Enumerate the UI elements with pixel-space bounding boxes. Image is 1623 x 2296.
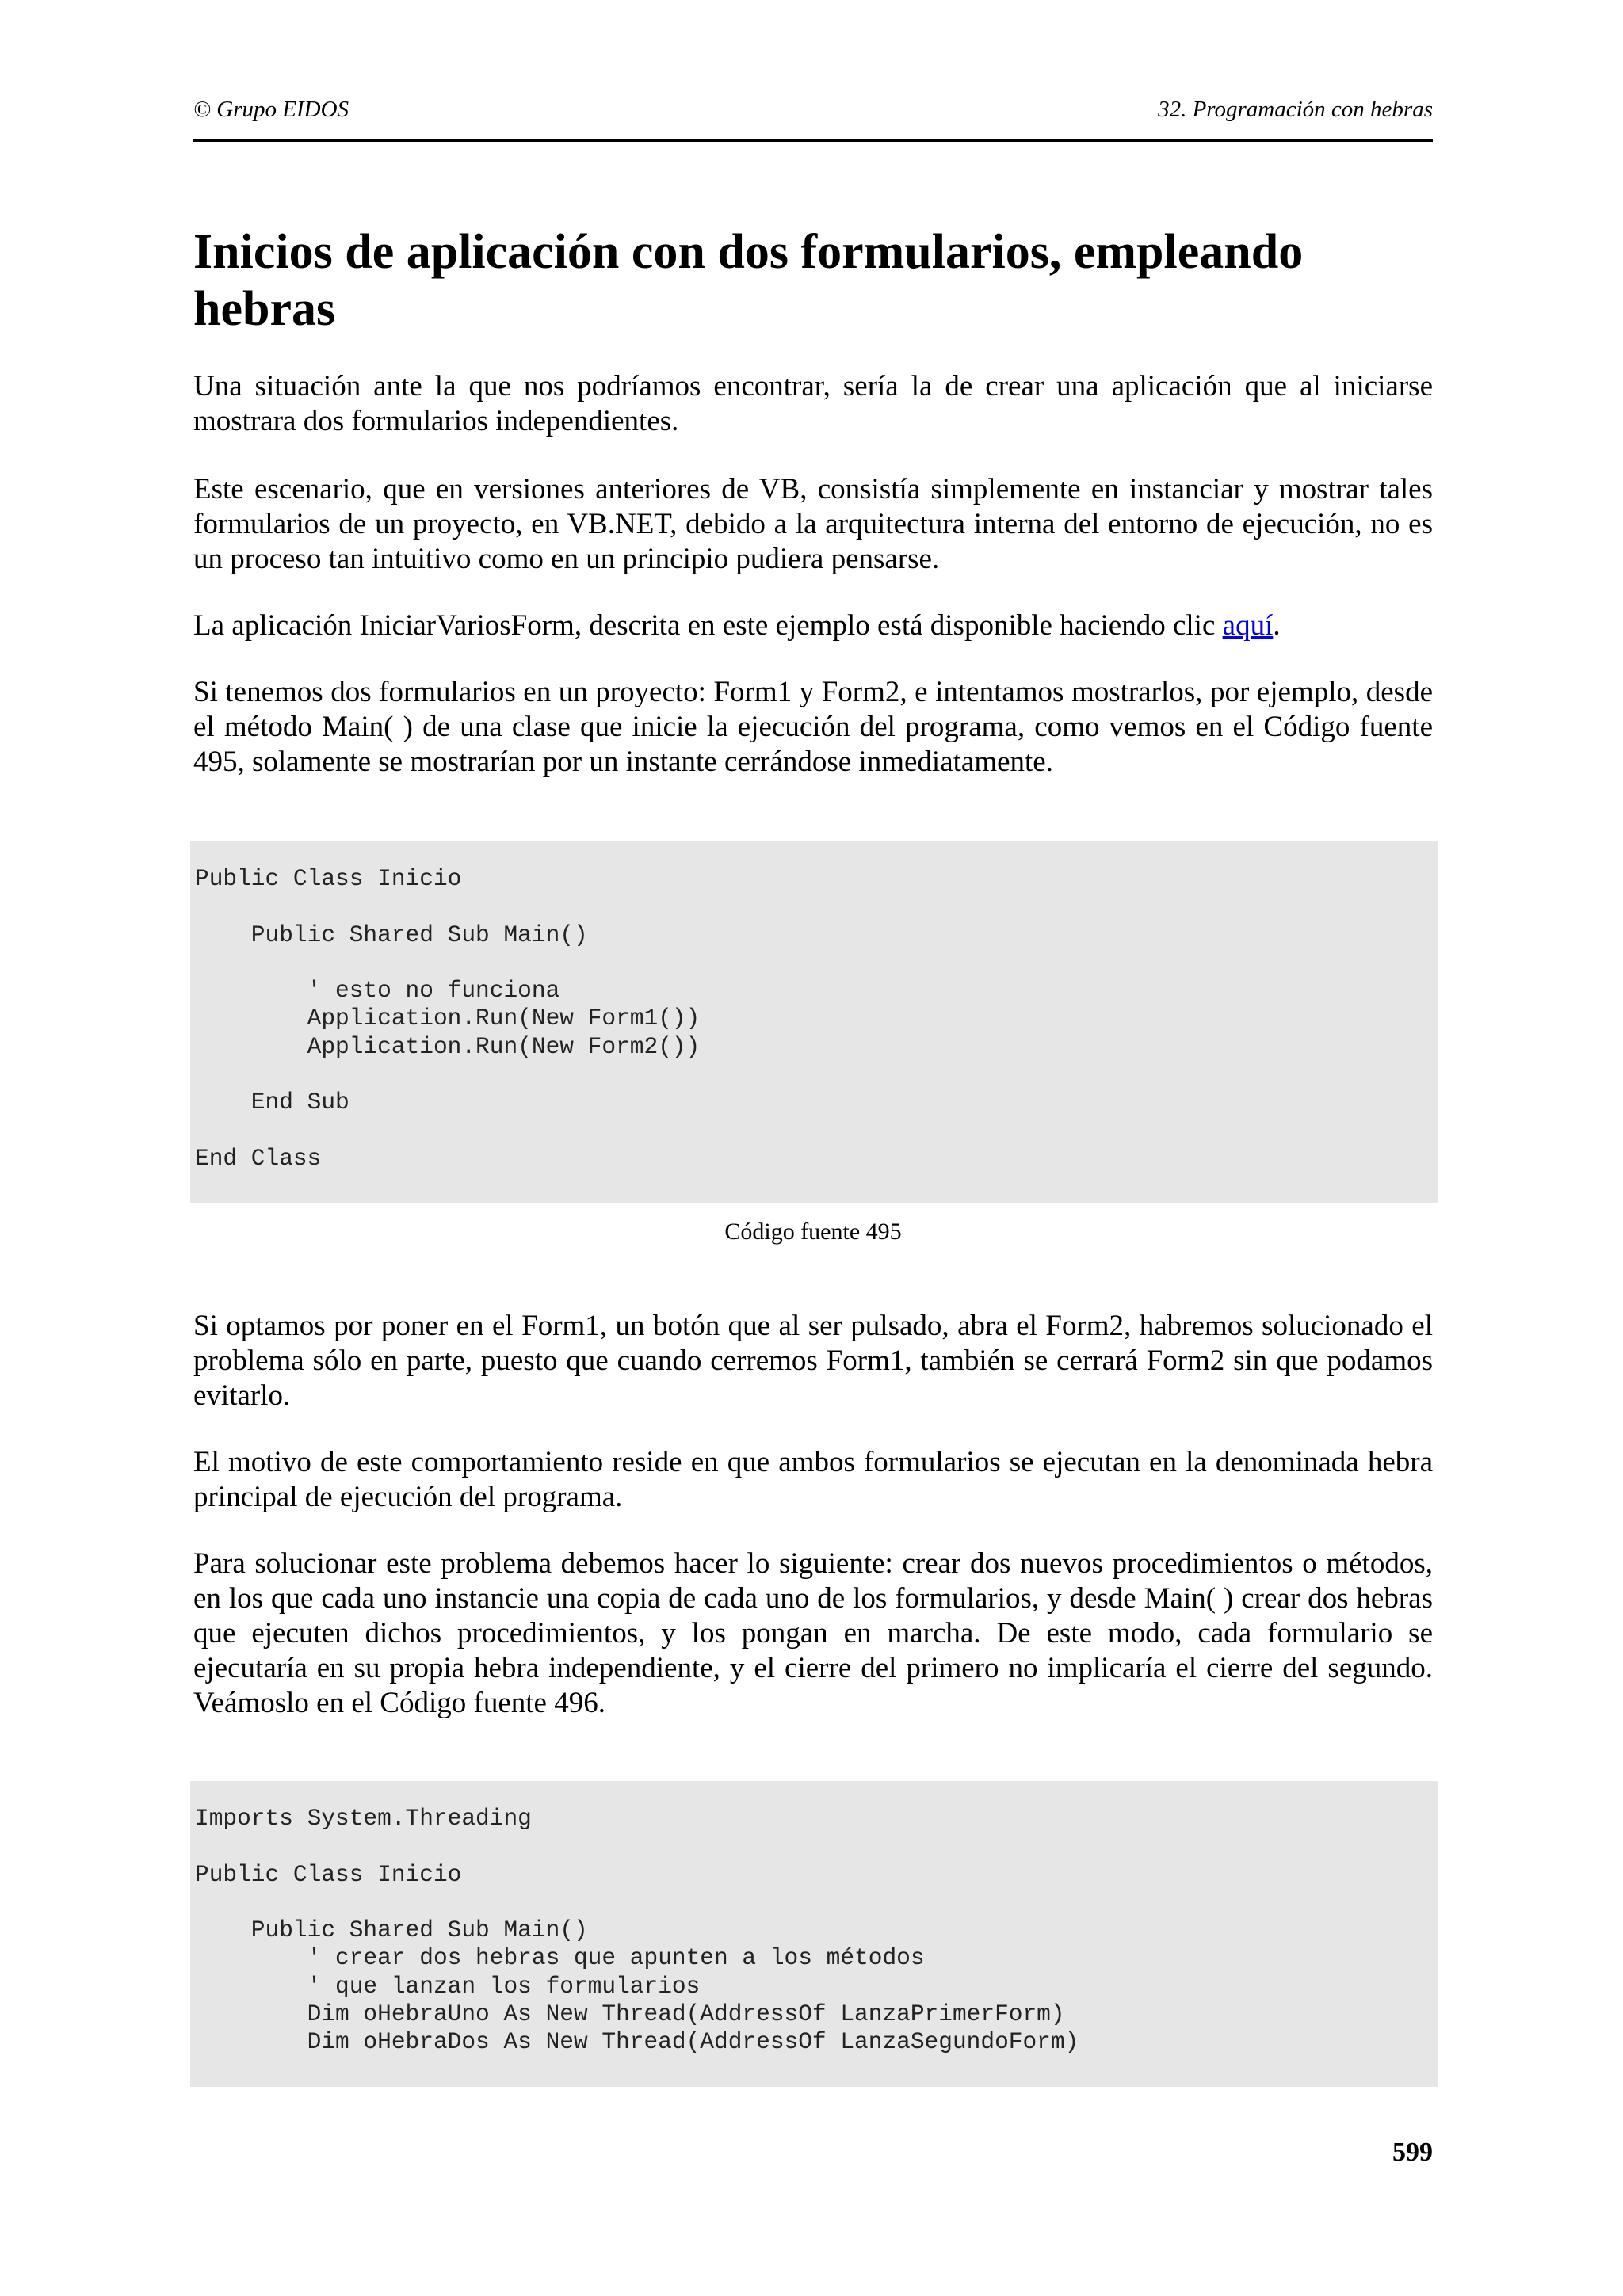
code-block-496 [190, 1781, 1438, 2087]
code-caption: Código fuente 495 [724, 1219, 902, 1245]
paragraph-2: Este escenario, que en versiones anteriores de VB, consistía simplemente en instanciar y mostrar tales formularios de un proyecto, en VB.NET, debido a la arquitectura interna del entorno de ejecución, no es un proceso tan intuitivo como en un principio pudiera pensarse. [193, 473, 1433, 575]
paragraph-5: Si optamos por poner en el Form1, un botón que al ser pulsado, abra el Form2, habremos solucionado el problema sólo en parte, puesto que cuando cerremos Form1, también se cerrará Form2 sin que podamos evitarlo. [193, 1310, 1433, 1412]
code-line: Application.Run(New Form2()) [195, 1032, 701, 1060]
download-link[interactable]: aquí [1222, 609, 1274, 642]
code-block-495 [190, 841, 1438, 1203]
code-line [195, 893, 1438, 921]
paragraph-4: Si tenemos dos formularios en un proyecto: Form1 y Form2, e intentamos mostrarlos, por ejemplo, desde el método Main( ) de una clase que inicie la ejecución del programa, como vemos en el Código fuente 495, solamente se mostrarían por un instante cerrándose inmediatamente. [193, 676, 1433, 778]
header-publisher: © Grupo EIDOS [193, 97, 349, 122]
paragraph-7: Para solucionar este problema debemos hacer lo siguiente: crear dos nuevos procedimientos o métodos, en los que cada uno instancie una copia de cada uno de los formularios, y desde Main( ) crear dos hebras que ejecuten dichos procedimientos, y los pongan en marcha. De este modo, cada formulario se ejecutaría en su propia hebra independiente, y el cierre del primero no implicaría el cierre del segundo. Veámoslo en el Código fuente 496. [193, 1547, 1433, 1719]
section-title: Inicios de aplicación con dos formularios, empleando hebras [193, 225, 1304, 336]
paragraph-3-text: La aplicación IniciarVariosForm, descrita en este ejemplo está disponible haciendo clic [193, 609, 1223, 642]
page-header [193, 93, 1433, 142]
code-line [195, 1117, 1438, 1145]
code-line: End Sub [195, 1089, 349, 1116]
header-chapter: 32. Programación con hebras [1158, 97, 1433, 122]
code-line: Public Shared Sub Main() [195, 921, 588, 948]
code-line: Imports System.Threading [195, 1805, 532, 1832]
paragraph-3 [193, 608, 1433, 643]
code-line: Dim oHebraUno As New Thread(AddressOf LanzaPrimerForm) [195, 2000, 1065, 2028]
code-line: Public Class Inicio [195, 1860, 462, 1888]
code-line [195, 949, 1438, 977]
code-line: Public Class Inicio [195, 865, 462, 892]
page-number: 599 [1392, 2138, 1433, 2167]
code-line [195, 1833, 1438, 1860]
code-line: Public Shared Sub Main() [195, 1917, 588, 1944]
code-line: ' que lanzan los formularios [195, 1972, 701, 2000]
code-line [195, 1889, 1438, 1917]
paragraph-6: El motivo de este comportamiento reside en que ambos formularios se ejecutan en la denominada hebra principal de ejecución del programa. [193, 1446, 1433, 1513]
code-line: ' esto no funciona [195, 977, 560, 1005]
paragraph-1: Una situación ante la que nos podríamos encontrar, sería la de crear una aplicación que al iniciarse mostrara dos formularios independientes. [193, 370, 1433, 437]
code-line [195, 1061, 1438, 1089]
paragraph-3-end: . [1273, 609, 1281, 642]
code-line: Application.Run(New Form1()) [195, 1005, 701, 1032]
code-line: Dim oHebraDos As New Thread(AddressOf LanzaSegundoForm) [195, 2028, 1079, 2056]
code-line: ' crear dos hebras que apunten a los métodos [195, 1944, 925, 1972]
code-line: End Class [195, 1144, 322, 1172]
